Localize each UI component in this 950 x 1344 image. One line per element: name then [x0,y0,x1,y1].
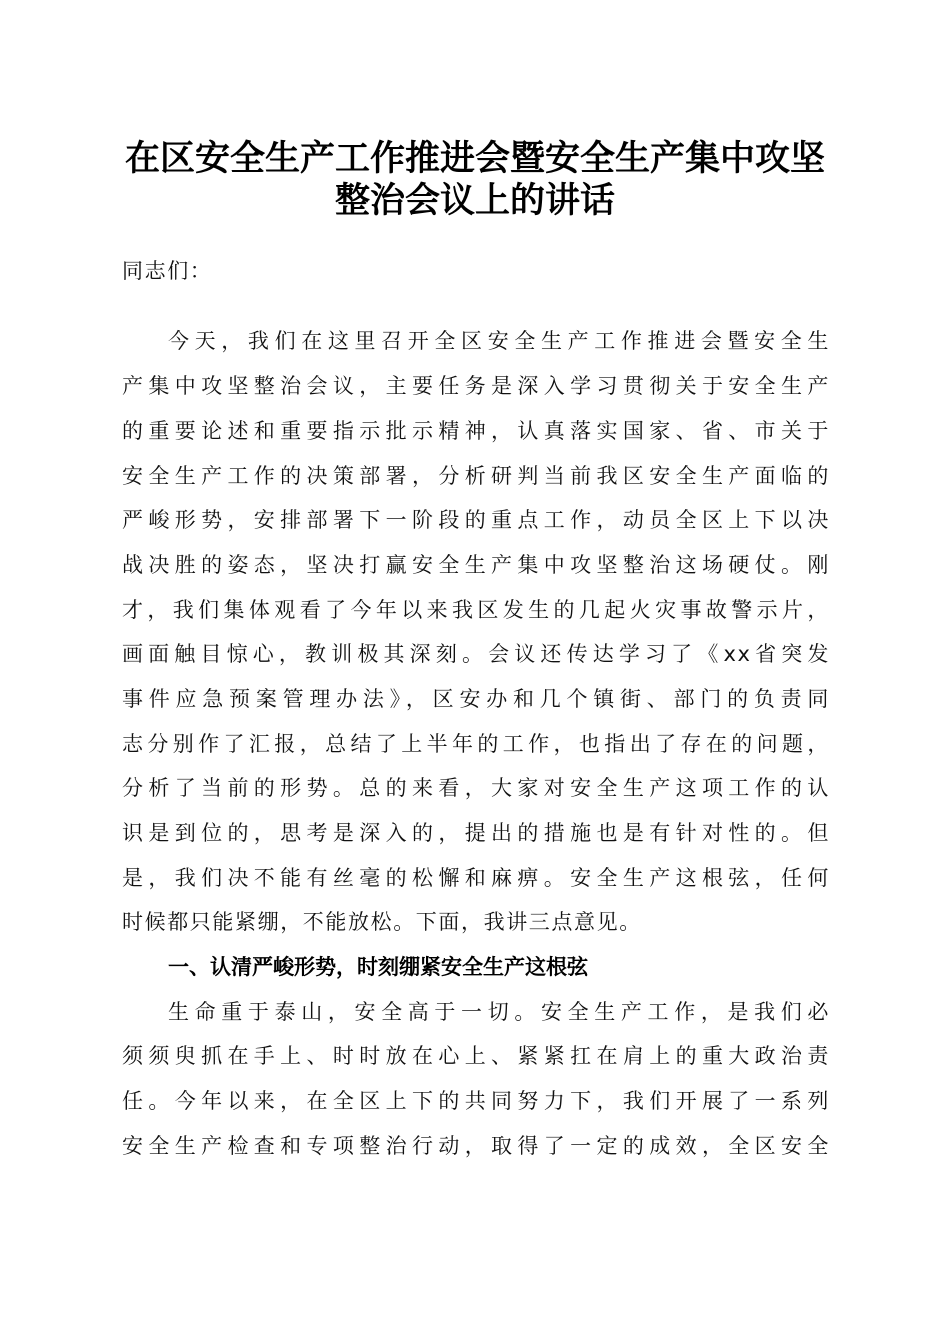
paragraph-2-line: 安全生产检查和专项整治行动，取得了一定的成效，全区安全 [122,1134,830,1158]
paragraph-1-line: 产集中攻坚整治会议，主要任务是深入学习贯彻关于安全生产 [122,374,830,398]
paragraph-1-line: 今天，我们在这里召开全区安全生产工作推进会暨安全生 [168,329,830,353]
paragraph-1-line: 的重要论述和重要指示批示精神，认真落实国家、省、市关于 [122,419,830,443]
paragraph-1-line: 战决胜的姿态，坚决打赢安全生产集中攻坚整治这场硬仗。刚 [122,553,830,577]
paragraph-1-line: 安全生产工作的决策部署，分析研判当前我区安全生产面临的 [122,464,830,488]
section-heading-1: 一、认清严峻形势，时刻绷紧安全生产这根弦 [168,955,588,979]
paragraph-1-line: 分析了当前的形势。总的来看，大家对安全生产这项工作的认 [122,776,830,800]
paragraph-2-line: 须须臾抓在手上、时时放在心上、紧紧扛在肩上的重大政治责 [122,1044,830,1068]
paragraph-1-line: 严峻形势，安排部署下一阶段的重点工作，动员全区上下以决 [122,508,830,532]
salutation: 同志们： [122,259,213,283]
paragraph-1-line: 事件应急预案管理办法》，区安办和几个镇街、部门的负责同 [122,687,830,711]
paragraph-1-line: 画面触目惊心，教训极其深刻。会议还传达学习了《xx省突发 [122,642,830,666]
document-title-line-2: 整治会议上的讲话 [334,180,615,221]
paragraph-2-line: 任。今年以来，在全区上下的共同努力下，我们开展了一系列 [122,1089,830,1113]
paragraph-1-line: 识是到位的，思考是深入的，提出的措施也是有针对性的。但 [122,821,830,845]
paragraph-2-line: 生命重于泰山，安全高于一切。安全生产工作，是我们必 [168,1000,830,1024]
paragraph-1-line: 是，我们决不能有丝毫的松懈和麻痹。安全生产这根弦，任何 [122,866,830,890]
paragraph-1-line: 时候都只能紧绷，不能放松。下面，我讲三点意见。 [122,910,642,934]
paragraph-1-line: 志分别作了汇报，总结了上半年的工作，也指出了存在的问题， [122,732,830,756]
document-title-line-1: 在区安全生产工作推进会暨安全生产集中攻坚 [124,138,825,179]
paragraph-1-line: 才，我们集体观看了今年以来我区发生的几起火灾事故警示片， [122,598,830,622]
